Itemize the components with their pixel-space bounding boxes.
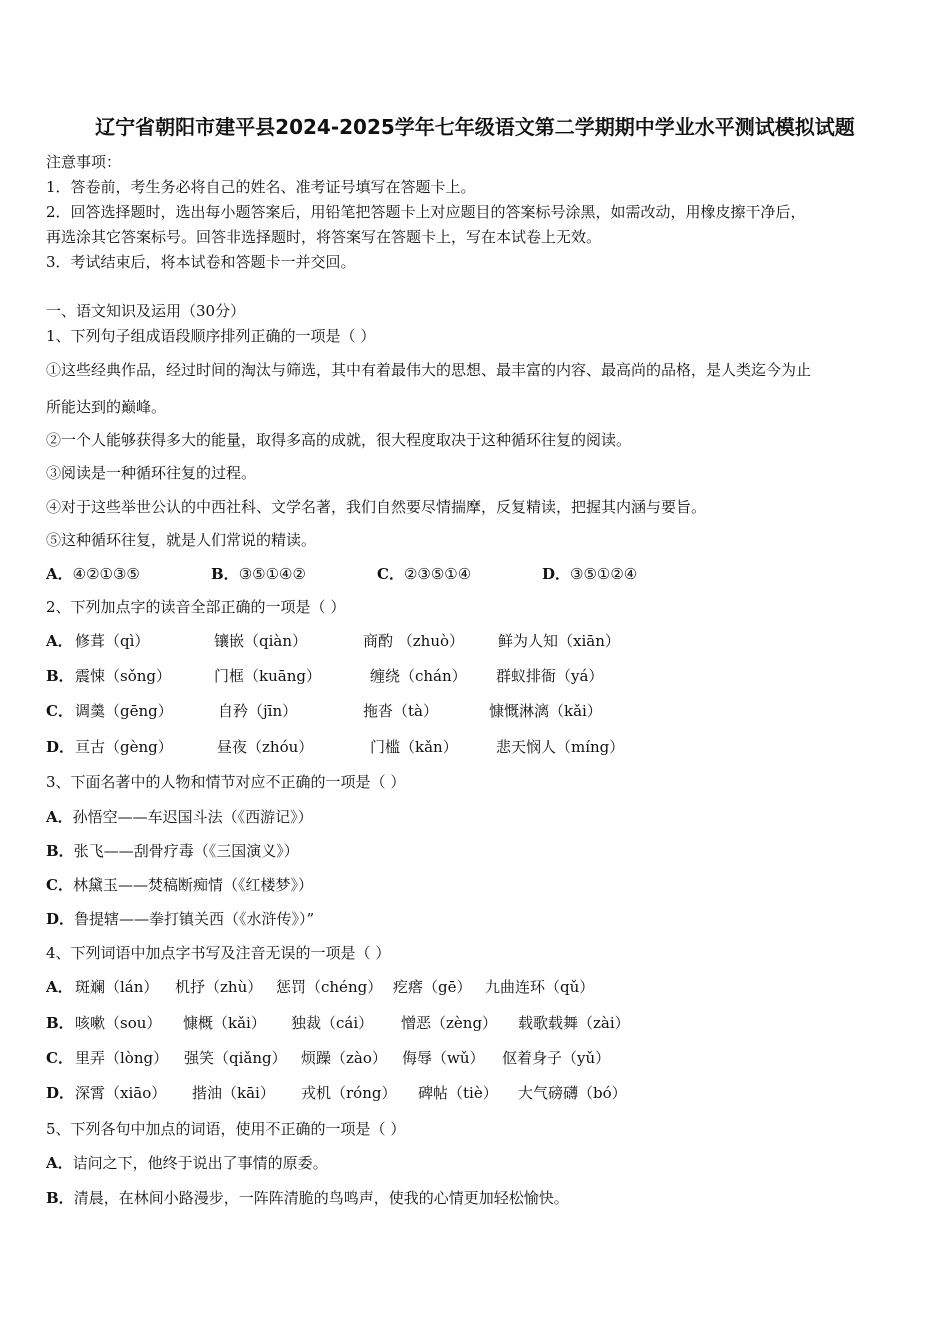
q2-c-item-3: 拖沓（tà） — [363, 702, 438, 720]
q2-d-item-3: 门槛（kǎn） — [370, 738, 458, 756]
q4-option-a[interactable] — [46, 977, 73, 997]
q2-option-a[interactable] — [46, 631, 73, 651]
question-2-stem: 2、下列加点字的读音全部正确的一项是（ ） — [46, 598, 346, 616]
q5-option-a[interactable] — [46, 1153, 328, 1173]
q4-d-item-2: 揩油（kāi） — [192, 1084, 275, 1102]
notice-item: 再选涂其它答案标号。回答非选择题时，将答案写在答题卡上，写在本试卷上无效。 — [46, 228, 602, 246]
option-label: B． — [46, 667, 74, 685]
q4-c-item-3: 烦躁（zào） — [301, 1049, 387, 1067]
q2-d-item-1: 亘古（gèng） — [75, 738, 173, 756]
q2-c-item-2: 自矜（jīn） — [218, 702, 298, 720]
option-text: ③⑤①②④ — [570, 565, 638, 583]
q4-c-item-5: 伛着身子（yǔ） — [502, 1049, 611, 1067]
option-label: A． — [46, 808, 73, 826]
q2-a-item-2: 镶嵌（qiàn） — [214, 632, 308, 650]
option-text: 张飞——刮骨疗毒（《三国演义》） — [73, 842, 299, 860]
q4-a-item-2: 机抒（zhù） — [175, 978, 263, 996]
option-label: D． — [46, 910, 75, 928]
q2-option-d[interactable] — [46, 737, 74, 757]
q4-b-item-1: 咳嗽（sou） — [75, 1014, 162, 1032]
q1-option-c[interactable] — [377, 564, 471, 584]
q4-c-item-4: 侮辱（wǔ） — [402, 1049, 485, 1067]
q4-option-b[interactable] — [46, 1013, 74, 1033]
q4-option-d[interactable] — [46, 1083, 74, 1103]
option-text: 鲁提辖——拳打镇关西（《水浒传》）” — [74, 910, 315, 928]
q1-sentence-2: ②一个人能够获得多大的能量，取得多高的成就，很大程度取决于这种循环往复的阅读。 — [46, 431, 632, 449]
option-label: D． — [46, 1084, 75, 1102]
option-label: B． — [46, 842, 74, 860]
option-text: ②③⑤①④ — [403, 565, 472, 583]
q2-option-b[interactable] — [46, 666, 74, 686]
q4-a-item-3: 惩罚（chéng） — [276, 978, 383, 996]
q4-a-item-4: 疙瘩（gē） — [393, 978, 472, 996]
notice-item: 1．答卷前，考生务必将自己的姓名、准考证号填写在答题卡上。 — [46, 178, 476, 196]
q4-d-item-1: 深霄（xiāo） — [75, 1084, 167, 1102]
q4-b-item-2: 慷概（kǎi） — [183, 1014, 266, 1032]
q2-d-item-4: 悲天悯人（míng） — [496, 738, 625, 756]
q2-b-item-4: 群蚁排衙（yá） — [496, 667, 604, 685]
q3-option-d[interactable] — [46, 909, 314, 929]
q1-sentence-5: ⑤这种循环往复，就是人们常说的精读。 — [46, 531, 317, 549]
q1-option-b[interactable] — [211, 564, 306, 584]
q5-option-b[interactable] — [46, 1188, 569, 1208]
q4-option-c[interactable] — [46, 1048, 73, 1068]
q4-a-item-5: 九曲连环（qǔ） — [485, 978, 595, 996]
option-text: 诘问之下，他终于说出了事情的原委。 — [72, 1154, 328, 1172]
option-text: 林黛玉——焚稿断痴情（《红楼梦》） — [72, 876, 313, 894]
option-label: D． — [46, 738, 75, 756]
option-label: B． — [46, 1189, 74, 1207]
option-label: C． — [46, 702, 73, 720]
notice-item: 3．考试结束后，将本试卷和答题卡一并交回。 — [46, 253, 356, 271]
q1-sentence-1-cont: 所能达到的巅峰。 — [46, 398, 167, 416]
q4-b-item-5: 载歌载舞（zài） — [518, 1014, 630, 1032]
option-label: B． — [211, 565, 239, 583]
q4-c-item-2: 强笑（qiǎng） — [184, 1049, 287, 1067]
question-5-stem: 5、下列各句中加点的词语，使用不正确的一项是（ ） — [46, 1120, 406, 1138]
option-label: A． — [46, 1154, 73, 1172]
option-label: D． — [542, 565, 571, 583]
option-text: ③⑤①④② — [238, 565, 306, 583]
q2-a-item-1: 修葺（qì） — [75, 632, 150, 650]
option-text: 孙悟空——车迟国斗法（《西游记》） — [72, 808, 313, 826]
q2-b-item-3: 缠绕（chán） — [370, 667, 467, 685]
q2-b-item-1: 震悚（sǒng） — [75, 667, 171, 685]
notice-heading: 注意事项： — [46, 153, 122, 171]
q2-c-item-4: 慷慨淋漓（kǎi） — [489, 702, 602, 720]
option-label: C． — [46, 1049, 73, 1067]
q3-option-b[interactable] — [46, 841, 299, 861]
option-label: C． — [46, 876, 73, 894]
option-label: C． — [377, 565, 404, 583]
question-3-stem: 3、下面名著中的人物和情节对应不正确的一项是（ ） — [46, 773, 406, 791]
q1-sentence-4: ④对于这些举世公认的中西社科、文学名著，我们自然要尽情揣摩，反复精读，把握其内涵与要旨。 — [46, 498, 707, 516]
page-title: 辽宁省朝阳市建平县2024-2025学年七年级语文第二学期期中学业水平测试模拟试题 — [95, 115, 855, 139]
q2-c-item-1: 调羹（gēng） — [75, 702, 173, 720]
q1-sentence-1: ①这些经典作品，经过时间的淘汰与筛选，其中有着最伟大的思想、最丰富的内容、最高尚的品格，是人类迄今为止 — [46, 361, 812, 379]
q1-option-a[interactable] — [46, 564, 140, 584]
q2-d-item-2: 昼夜（zhóu） — [217, 738, 314, 756]
q2-a-item-4: 鲜为人知（xiān） — [498, 632, 620, 650]
question-4-stem: 4、下列词语中加点字书写及注音无误的一项是（ ） — [46, 944, 391, 962]
q4-d-item-3: 戎机（róng） — [301, 1084, 397, 1102]
q3-option-c[interactable] — [46, 875, 313, 895]
q2-option-c[interactable] — [46, 701, 73, 721]
q2-a-item-3: 商酌 （zhuò） — [363, 632, 465, 650]
option-label: A． — [46, 565, 73, 583]
q1-option-d[interactable] — [542, 564, 637, 584]
q2-b-item-2: 门框（kuāng） — [214, 667, 321, 685]
q1-sentence-3: ③阅读是一种循环往复的过程。 — [46, 464, 257, 482]
q4-d-item-5: 大气磅礴（bó） — [518, 1084, 627, 1102]
question-1-stem: 1、下列句子组成语段顺序排列正确的一项是（ ） — [46, 327, 376, 345]
option-text: ④②①③⑤ — [72, 565, 140, 583]
option-label: B． — [46, 1014, 74, 1032]
notice-item: 2．回答选择题时，选出每小题答案后，用铅笔把答题卡上对应题目的答案标号涂黑，如需改动，用橡皮擦干净后， — [46, 203, 806, 221]
option-label: A． — [46, 632, 73, 650]
section-heading: 一、语文知识及运用（30分） — [46, 302, 246, 320]
q4-b-item-3: 独裁（cái） — [291, 1014, 374, 1032]
option-text: 清晨，在林间小路漫步，一阵阵清脆的鸟鸣声，使我的心情更加轻松愉快。 — [73, 1189, 569, 1207]
q4-d-item-4: 碑帖（tiè） — [418, 1084, 498, 1102]
q4-c-item-1: 里弄（lòng） — [75, 1049, 169, 1067]
q4-b-item-4: 憎恶（zèng） — [401, 1014, 498, 1032]
q4-a-item-1: 斑斓（lán） — [75, 978, 159, 996]
q3-option-a[interactable] — [46, 807, 313, 827]
option-label: A． — [46, 978, 73, 996]
